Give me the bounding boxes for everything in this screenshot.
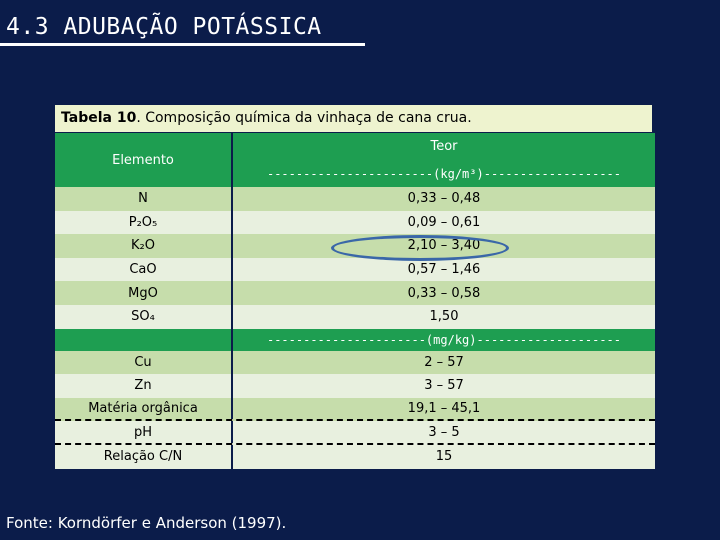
caption-label: Tabela 10 [61, 110, 137, 126]
table-row [55, 398, 655, 422]
table-row [55, 305, 655, 329]
row-value: 0,09 – 0,61 [407, 214, 481, 230]
row-element: Matéria orgânica [88, 401, 198, 417]
unit-mg-kg: ----------------------(mg/kg)-------------------- [266, 332, 621, 347]
row-value: 0,33 – 0,48 [407, 191, 481, 207]
unit-separator-row [55, 329, 655, 351]
row-value: 0,57 – 1,46 [407, 262, 481, 278]
table-row [55, 421, 655, 445]
page-title: 4.3 ADUBAÇÃO POTÁSSICA [6, 14, 322, 40]
table-header [55, 133, 655, 187]
table-row [55, 281, 655, 305]
row-value: 3 – 5 [428, 424, 460, 440]
header-element: Elemento [55, 133, 231, 187]
row-element: pH [133, 424, 153, 440]
row-element: N [138, 191, 148, 207]
row-element: MgO [128, 285, 158, 301]
row-value: 2,10 – 3,40 [407, 238, 481, 254]
header-value-label: Teor [430, 139, 458, 155]
table-row [55, 258, 655, 282]
source-note: Fonte: Korndörfer e Anderson (1997). [6, 514, 287, 532]
row-element: P₂O₅ [128, 214, 158, 230]
row-element: K₂O [131, 238, 155, 254]
row-value: 1,50 [429, 309, 459, 325]
caption-text: . Composição química da vinhaça de cana crua. [136, 110, 472, 126]
row-value: 19,1 – 45,1 [407, 401, 481, 417]
row-value: 15 [435, 449, 453, 465]
table-caption [55, 105, 652, 132]
table-row [55, 187, 655, 211]
table-row [55, 351, 655, 375]
unit-kg-m3: -----------------------(kg/m³)------------------- [266, 166, 621, 181]
row-element: Relação C/N [103, 449, 183, 465]
table-row [55, 445, 655, 469]
row-value: 0,33 – 0,58 [407, 285, 481, 301]
row-value: 2 – 57 [424, 354, 464, 370]
row-element: Cu [134, 354, 152, 370]
title-underline [0, 43, 365, 46]
row-element: SO₄ [131, 309, 155, 325]
highlight-ellipse [331, 235, 509, 261]
row-element: Zn [134, 378, 152, 394]
row-value: 3 – 57 [424, 378, 464, 394]
row-element: CaO [129, 262, 157, 278]
composition-table [55, 133, 655, 469]
table-row [55, 374, 655, 398]
table-row [55, 211, 655, 235]
header-value [233, 133, 655, 187]
